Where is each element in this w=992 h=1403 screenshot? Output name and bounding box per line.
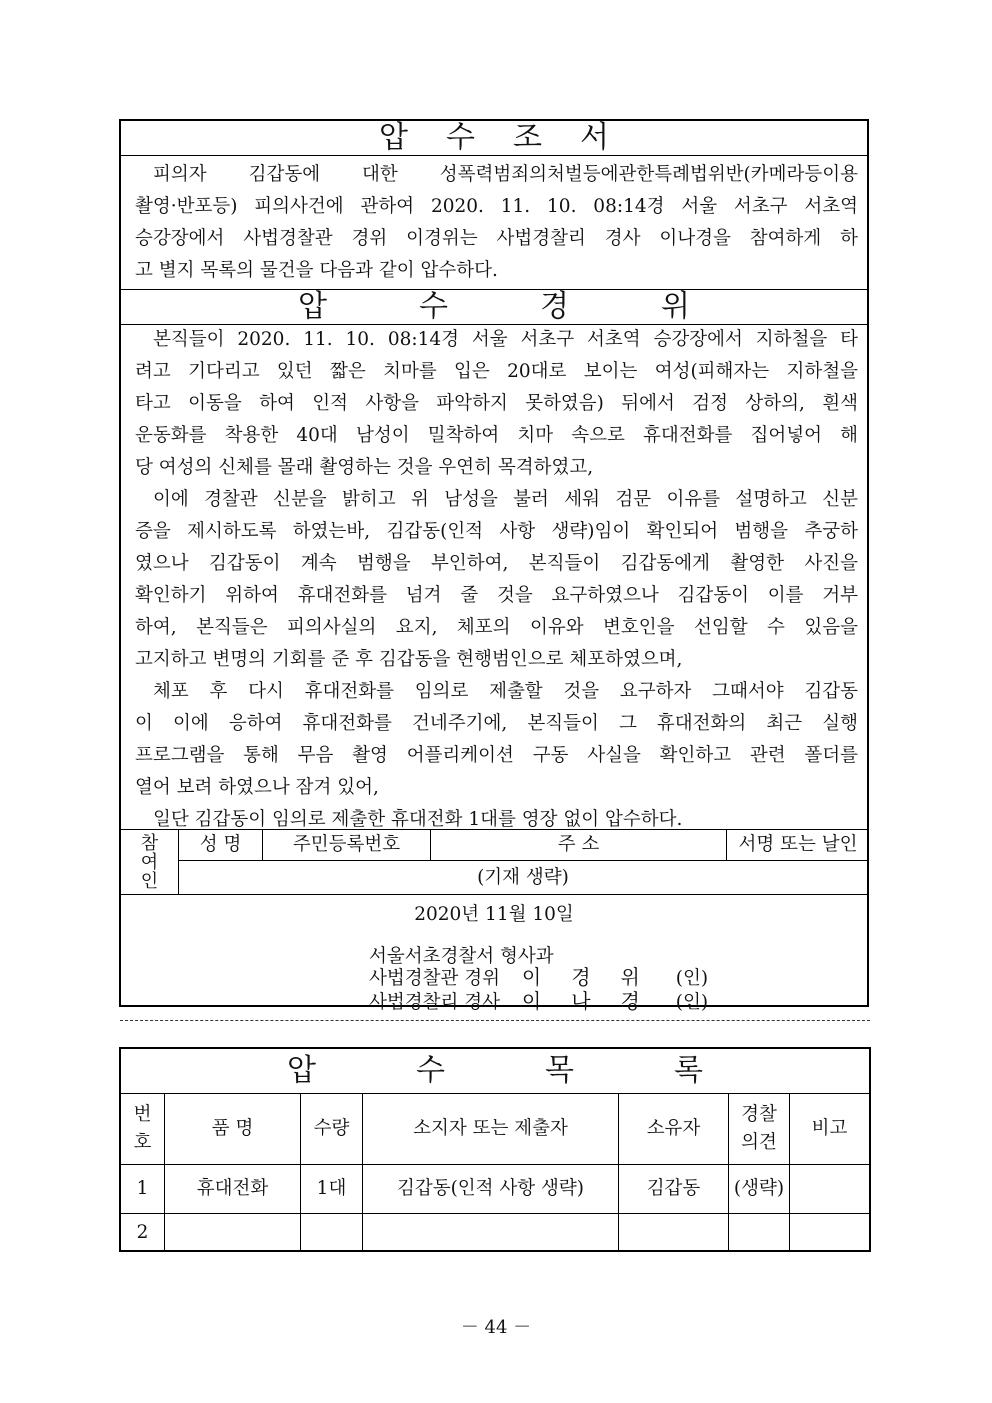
cell-note bbox=[790, 1214, 869, 1251]
header-note: 비고 bbox=[811, 1118, 848, 1139]
witness-header-row bbox=[179, 830, 867, 861]
text-line: 승강장에서 사법경찰관 경위 이경위는 사법경찰리 경사 이나경을 참여하게 하 bbox=[135, 228, 858, 249]
cell-no: 1 bbox=[121, 1165, 165, 1213]
title-char: 위 bbox=[660, 289, 690, 324]
officer1-name: 이경위 bbox=[521, 965, 670, 989]
cut-line-divider bbox=[120, 1020, 870, 1021]
title-char: 경 bbox=[540, 289, 569, 324]
title-char: 수 bbox=[419, 289, 448, 324]
report-title-row bbox=[121, 121, 867, 156]
text-line: 였으나 김갑동이 계속 범행을 부인하여, 본직들이 김갑동에게 촬영한 사진을 bbox=[135, 553, 858, 574]
table-row bbox=[121, 1165, 869, 1214]
title-char: 조 bbox=[513, 120, 542, 155]
officer2-name: 이나경 bbox=[521, 989, 670, 1013]
cell-holder: 김갑동(인적 사항 생략) bbox=[363, 1165, 619, 1213]
officer1-seal: (인) bbox=[675, 968, 709, 989]
cell-opinion bbox=[729, 1214, 790, 1251]
text-line: 고 별지 목록의 물건을 다음과 같이 압수하다. bbox=[135, 260, 498, 281]
text-line: 촬영·반포등) 피의사건에 관하여 2020. 11. 10. 08:14경 서울 서초구 서초역 bbox=[135, 196, 858, 217]
officer2-line bbox=[369, 985, 708, 1014]
text-line: 이 이에 응하여 휴대전화를 건네주기에, 본직들이 그 휴대전화의 최근 실행 bbox=[135, 713, 858, 734]
officer2-seal: (인) bbox=[675, 992, 709, 1013]
header-char: 번 bbox=[133, 1104, 152, 1125]
report-title bbox=[121, 121, 867, 153]
witness-col-name: 성 명 bbox=[179, 830, 263, 860]
cell-opinion: (생략) bbox=[729, 1165, 790, 1213]
cell-no: 2 bbox=[121, 1214, 165, 1251]
cell-item: 휴대전화 bbox=[165, 1165, 301, 1213]
title-char: 수 bbox=[446, 120, 475, 155]
header-holder: 소지자 또는 제출자 bbox=[363, 1094, 619, 1164]
text-line: 하여, 본직들은 피의사실의 요지, 체포의 이유와 변호인을 선임할 수 있음을 bbox=[135, 617, 858, 638]
seizure-report-box bbox=[119, 119, 869, 1013]
witness-col-address: 주 소 bbox=[431, 830, 727, 860]
header-char: 경찰 bbox=[741, 1104, 777, 1125]
text-line: 일단 김갑동이 임의로 제출한 휴대전화 1대를 영장 없이 압수하다. bbox=[153, 809, 683, 830]
report-intro bbox=[135, 159, 858, 287]
title-char: 수 bbox=[416, 1053, 445, 1088]
header-char: 의견 bbox=[741, 1132, 777, 1153]
officer1-title: 사법경찰관 경위 bbox=[369, 968, 500, 989]
signature-block bbox=[121, 894, 867, 1013]
title-char: 록 bbox=[673, 1053, 703, 1088]
cell-owner: 김갑동 bbox=[619, 1165, 729, 1213]
circumstance-body bbox=[135, 324, 858, 836]
table-row bbox=[121, 1214, 869, 1251]
witness-label bbox=[121, 830, 179, 894]
seizure-list-title bbox=[121, 1049, 869, 1086]
circumstance-title bbox=[121, 290, 867, 322]
label-char: 참 bbox=[140, 833, 159, 854]
table-header-row bbox=[121, 1094, 869, 1165]
label-char: 여 bbox=[140, 852, 159, 873]
text-line: 증을 제시하도록 하였는바, 김갑동(인적 사항 생략)임이 확인되어 범행을 추궁하 bbox=[135, 521, 858, 542]
text-line: 당 여성의 신체를 몰래 촬영하는 것을 우연히 목격하였고, bbox=[135, 457, 594, 478]
title-char: 압 bbox=[287, 1053, 317, 1088]
text-line: 고지하고 변명의 기회를 준 후 김갑동을 현행범인으로 체포하였으며, bbox=[135, 649, 683, 670]
header-item: 품 명 bbox=[165, 1094, 301, 1164]
text-line: 확인하기 위하여 휴대전화를 넘겨 줄 것을 요구하였으나 김갑동이 이를 거부 bbox=[135, 585, 858, 606]
text-line: 타고 이동을 하여 인적 사항을 파악하지 못하였음) 뒤에서 검정 상하의, 흰색 bbox=[135, 393, 858, 414]
text-line: 프로그램을 통해 무음 촬영 어플리케이션 구동 사실을 확인하고 관련 폴더를 bbox=[135, 745, 858, 766]
header-qty: 수량 bbox=[301, 1094, 363, 1164]
text-line: 피의자 김갑동에 대한 성폭력범죄의처벌등에관한특례법위반(카메라등이용 bbox=[153, 164, 858, 185]
witness-col-sign: 서명 또는 날인 bbox=[738, 834, 858, 855]
cell-qty bbox=[301, 1214, 363, 1251]
circumstance-title-row bbox=[121, 289, 867, 325]
witness-table bbox=[121, 829, 867, 895]
cell-holder bbox=[363, 1214, 619, 1251]
seizure-list-box bbox=[119, 1047, 871, 1252]
cell-item bbox=[165, 1214, 301, 1251]
police-department: 서울서초경찰서 형사과 bbox=[369, 946, 554, 967]
witness-col-id: 주민등록번호 bbox=[263, 830, 431, 860]
officer2-title: 사법경찰리 경사 bbox=[369, 992, 500, 1013]
witness-body: (기재 생략) bbox=[477, 867, 569, 888]
label-char: 인 bbox=[140, 871, 159, 892]
title-char: 목 bbox=[545, 1053, 574, 1088]
text-line: 려고 기다리고 있던 짧은 치마를 입은 20대로 보이는 여성(피해자는 지하철을 bbox=[135, 361, 858, 382]
header-char: 호 bbox=[133, 1132, 152, 1153]
text-line: 이에 경찰관 신분을 밝히고 위 남성을 불러 세워 검문 이유를 설명하고 신분 bbox=[153, 489, 858, 510]
title-char: 서 bbox=[579, 120, 609, 155]
text-line: 운동화를 착용한 40대 남성이 밀착하여 치마 속으로 휴대전화를 집어넣어 해 bbox=[135, 425, 858, 446]
title-char: 압 bbox=[379, 120, 409, 155]
page-number: － 44 － bbox=[460, 1317, 532, 1338]
title-char: 압 bbox=[298, 289, 328, 324]
report-date: 2020년 11월 10일 bbox=[414, 904, 574, 925]
header-no bbox=[121, 1094, 165, 1164]
seizure-list-title-row bbox=[121, 1049, 869, 1094]
text-line: 체포 후 다시 휴대전화를 임의로 제출할 것을 요구하자 그때서야 김갑동 bbox=[153, 681, 858, 702]
header-owner: 소유자 bbox=[619, 1094, 729, 1164]
text-line: 열어 보려 하였으나 잠겨 있어, bbox=[135, 777, 379, 798]
header-opinion bbox=[729, 1094, 790, 1164]
cell-owner bbox=[619, 1214, 729, 1251]
cell-qty: 1대 bbox=[301, 1165, 363, 1213]
cell-note bbox=[790, 1165, 869, 1213]
text-line: 본직들이 2020. 11. 10. 08:14경 서울 서초구 서초역 승강장에서 지하철을 타 bbox=[153, 329, 858, 350]
